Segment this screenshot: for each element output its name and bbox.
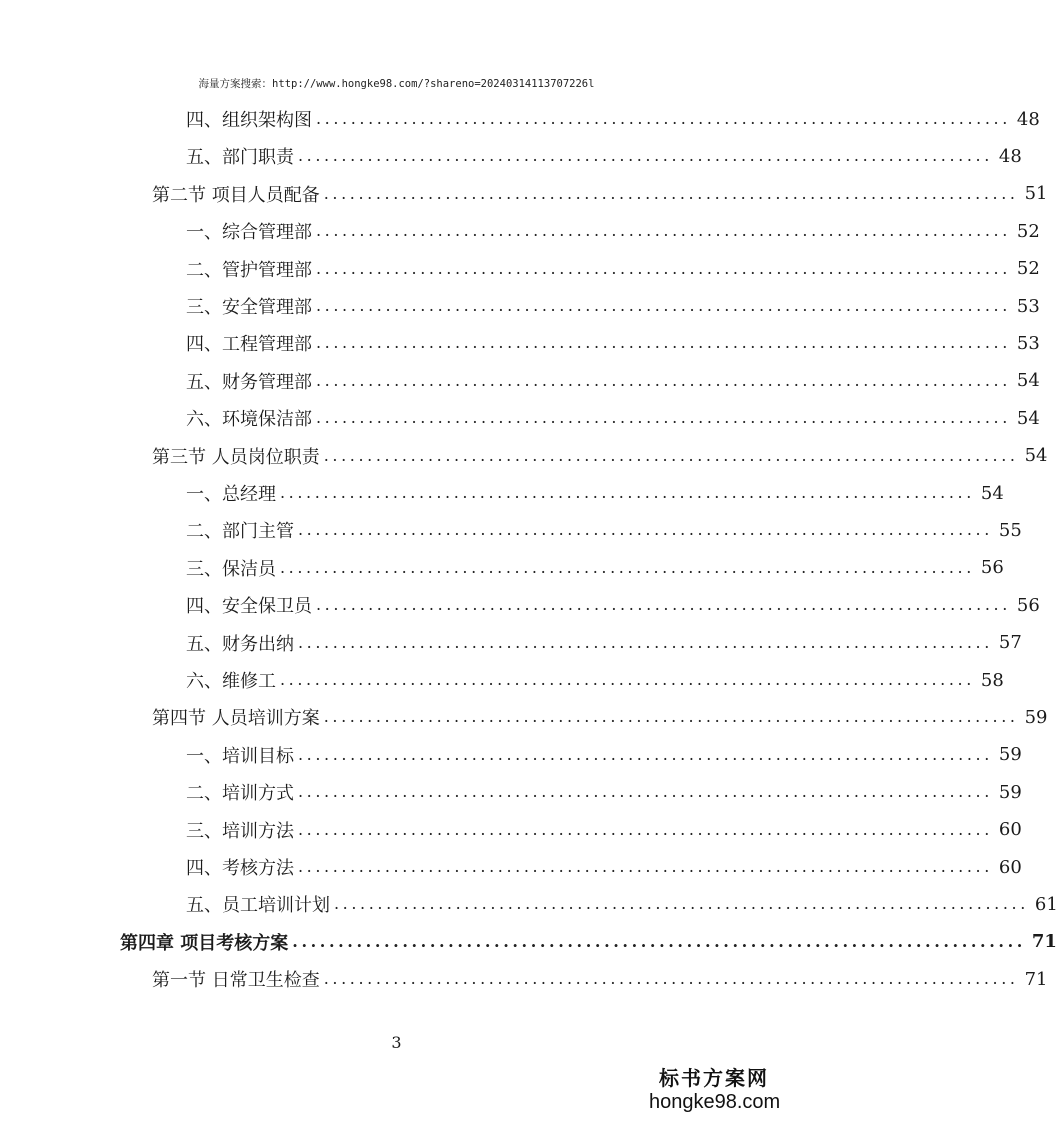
toc-entry-page: 61 — [1034, 893, 1058, 915]
toc-entry[interactable] — [186, 254, 1040, 284]
toc-entry[interactable] — [152, 179, 1048, 209]
toc-entry-page: 58 — [980, 669, 1004, 691]
toc-entry[interactable] — [186, 328, 1040, 358]
toc-entry[interactable] — [152, 964, 1048, 994]
toc-dot-leader: ................................................................................ — [316, 221, 1011, 241]
toc-dot-leader: ................................................................................ — [280, 483, 975, 502]
toc-entry[interactable] — [186, 815, 1022, 845]
toc-dot-leader: ................................................................................ — [298, 782, 993, 802]
toc-entry-page: 54 — [980, 482, 1004, 504]
toc-dot-leader: ................................................................................ — [292, 931, 1026, 951]
toc-entry-page: 71 — [1024, 968, 1048, 990]
toc-entry[interactable] — [186, 366, 1040, 396]
toc-entry-label: 一、培训目标 — [186, 745, 294, 767]
toc-dot-leader: ................................................................................ — [316, 333, 1011, 353]
toc-entry-page: 55 — [998, 519, 1022, 541]
toc-entry-label: 三、安全管理部 — [186, 297, 312, 318]
toc-entry[interactable] — [186, 665, 1004, 695]
toc-entry[interactable] — [120, 927, 1057, 957]
toc-entry[interactable] — [186, 852, 1022, 882]
toc-dot-leader: ................................................................................ — [323, 445, 1019, 465]
toc-entry-label: 第四章 项目考核方案 — [120, 932, 289, 954]
watermark-cn-text: 标书方案网 — [659, 1066, 769, 1090]
toc-dot-leader: ................................................................................ — [280, 557, 975, 577]
toc-entry-label: 一、综合管理部 — [186, 222, 312, 244]
toc-entry-page: 48 — [1016, 108, 1040, 130]
toc-entry-label: 第四节 人员培训方案 — [152, 708, 320, 730]
toc-entry-page: 60 — [998, 856, 1022, 878]
toc-entry-label: 三、培训方法 — [186, 820, 294, 842]
toc-entry-label: 第一节 日常卫生检查 — [152, 970, 320, 992]
toc-entry-page: 52 — [1016, 220, 1040, 242]
toc-entry-label: 四、安全保卫员 — [186, 596, 312, 618]
toc-entry-page: 54 — [1016, 370, 1040, 392]
toc-entry-label: 五、员工培训计划 — [186, 895, 330, 917]
toc-dot-leader: ................................................................................ — [316, 258, 1011, 278]
toc-entry-page: 54 — [1024, 445, 1048, 467]
toc-dot-leader: ................................................................................ — [323, 183, 1019, 203]
toc-entry[interactable] — [186, 141, 1022, 171]
toc-entry[interactable] — [186, 216, 1040, 246]
toc-entry-page: 53 — [1016, 332, 1040, 354]
toc-entry-label: 五、财务管理部 — [186, 371, 312, 393]
toc-entry-page: 59 — [1024, 706, 1048, 728]
toc-dot-leader: ................................................................................ — [298, 146, 993, 166]
toc-dot-leader: ................................................................................ — [298, 744, 993, 764]
toc-entry-page: 57 — [998, 632, 1022, 654]
toc-dot-leader: ................................................................................ — [316, 109, 1011, 128]
toc-dot-leader: ................................................................................ — [323, 969, 1019, 989]
toc-dot-leader: ................................................................................ — [298, 632, 993, 652]
toc-entry-page: 56 — [1016, 594, 1040, 616]
toc-entry-page: 56 — [980, 557, 1004, 579]
toc-entry-label: 五、部门职责 — [186, 147, 294, 169]
toc-dot-leader: ................................................................................ — [316, 370, 1011, 390]
toc-dot-leader: ................................................................................ — [298, 819, 993, 839]
toc-dot-leader: ................................................................................ — [316, 595, 1011, 615]
toc-entry-label: 二、培训方式 — [186, 783, 294, 805]
toc-entry-label: 五、财务出纳 — [186, 633, 294, 655]
toc-entry-page: 52 — [1016, 258, 1040, 280]
toc-entry[interactable] — [152, 441, 1048, 471]
toc-entry-page: 53 — [1016, 295, 1040, 317]
toc-entry-page: 54 — [1016, 407, 1040, 429]
toc-entry[interactable] — [186, 628, 1022, 658]
toc-entry[interactable] — [186, 291, 1040, 321]
toc-entry-page: 48 — [998, 145, 1022, 167]
toc-entry-label: 三、保洁员 — [186, 558, 276, 580]
toc-entry-label: 四、工程管理部 — [186, 334, 312, 356]
watermark-logo — [649, 1062, 779, 1114]
toc-entry[interactable] — [186, 740, 1022, 770]
toc-entry-page: 71 — [1031, 931, 1057, 953]
toc-entry[interactable] — [186, 515, 1022, 545]
watermark-en-text: hongke98.com — [649, 1091, 781, 1113]
toc-entry-page: 51 — [1024, 183, 1048, 205]
toc-entry[interactable] — [152, 702, 1048, 732]
toc-entry[interactable] — [186, 104, 1040, 134]
toc-entry[interactable] — [186, 777, 1022, 807]
toc-dot-leader: ................................................................................ — [298, 520, 993, 540]
toc-entry-label: 一、总经理 — [186, 484, 276, 505]
toc-dot-leader: ................................................................................ — [298, 857, 993, 876]
toc-entry-label: 二、部门主管 — [186, 521, 294, 543]
toc-dot-leader: ................................................................................ — [316, 296, 1011, 315]
page-number: 3 — [391, 1033, 402, 1052]
toc-dot-leader: ................................................................................ — [334, 894, 1029, 914]
toc-entry[interactable] — [186, 478, 1004, 508]
toc-entry[interactable] — [186, 403, 1040, 433]
toc-entry[interactable] — [186, 553, 1004, 583]
toc-entry-label: 二、管护管理部 — [186, 259, 312, 281]
toc-entry-page: 59 — [998, 781, 1022, 803]
toc-entry-page: 59 — [998, 744, 1022, 766]
toc-entry-label: 第二节 项目人员配备 — [152, 184, 320, 206]
toc-entry-label: 四、组织架构图 — [186, 110, 312, 131]
toc-entry[interactable] — [186, 590, 1040, 620]
toc-entry-page: 60 — [998, 819, 1022, 841]
toc-dot-leader: ................................................................................ — [316, 408, 1011, 428]
page-header-url: 海量方案搜索：http://www.hongke98.com/?shareno=20240314113707226l — [198, 78, 595, 90]
toc-dot-leader: ................................................................................ — [323, 707, 1019, 727]
toc-entry-label: 六、维修工 — [186, 671, 276, 692]
toc-entry[interactable] — [186, 889, 1058, 919]
toc-entry-label: 第三节 人员岗位职责 — [152, 446, 320, 468]
toc-entry-label: 四、考核方法 — [186, 858, 294, 879]
toc-entry-label: 六、环境保洁部 — [186, 409, 312, 431]
toc-dot-leader: ................................................................................ — [280, 670, 975, 689]
